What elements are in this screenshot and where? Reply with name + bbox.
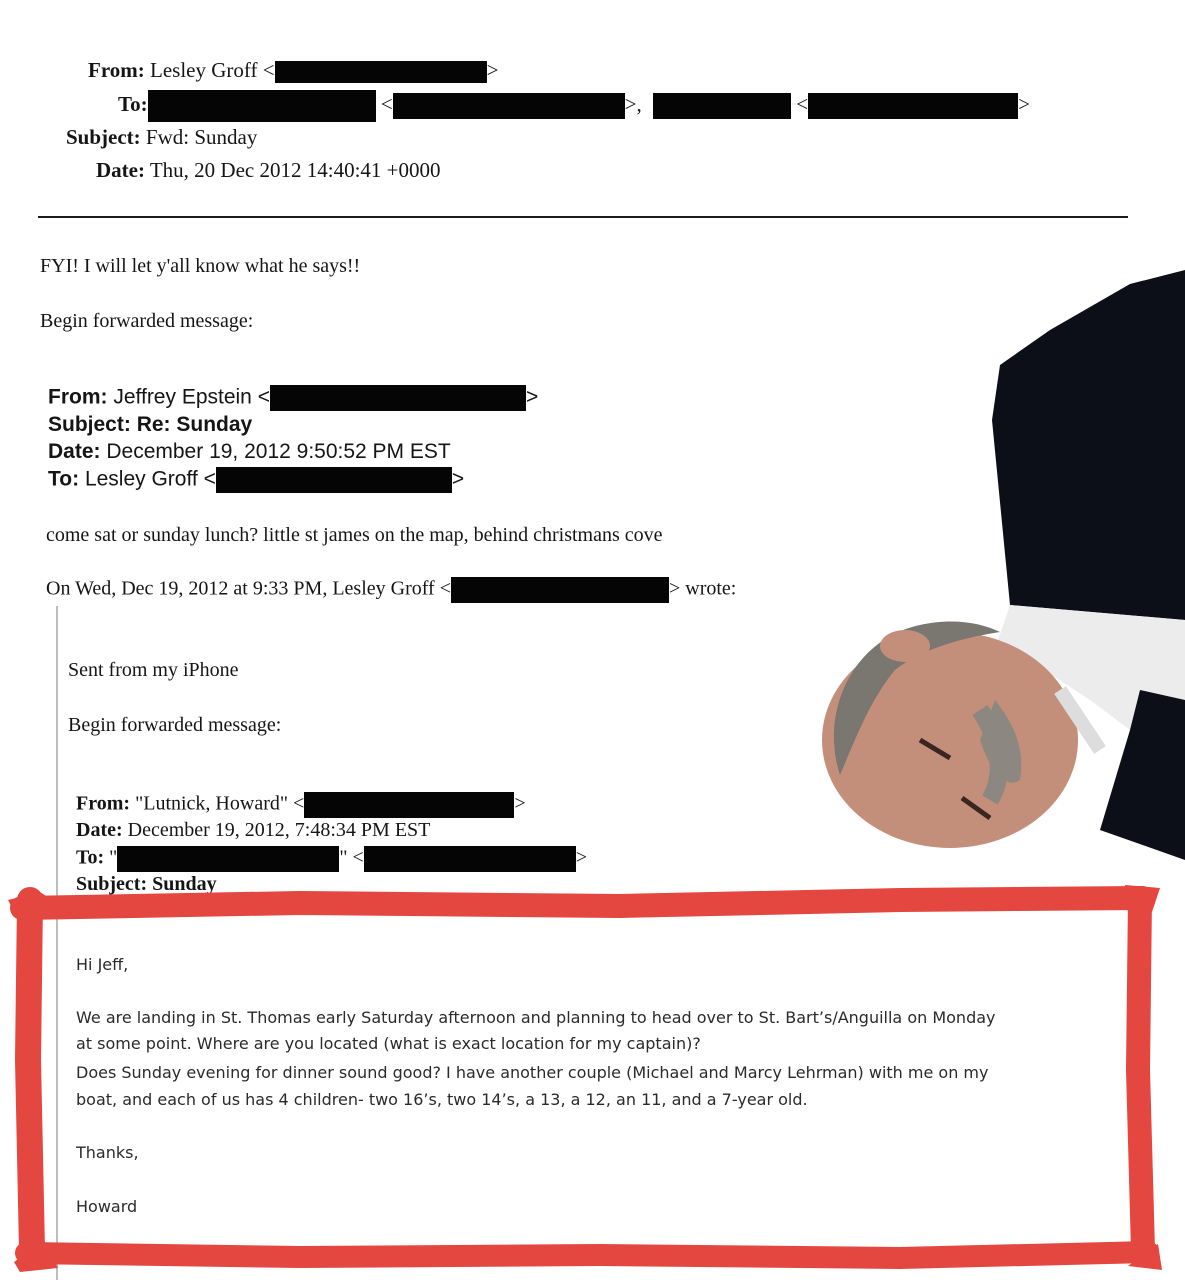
- to-end: >: [1018, 91, 1030, 116]
- redaction-bar: [393, 93, 625, 119]
- outer-body-line2: Begin forwarded message:: [40, 310, 254, 332]
- epstein-body: come sat or sunday lunch? little st james on the map, behind christmans cove: [46, 524, 663, 546]
- outer-to-line: [118, 90, 1030, 122]
- date-value: December 19, 2012, 7:48:34 PM EST: [127, 819, 431, 841]
- outer-body-line1: FYI! I will let y'all know what he says!!: [40, 255, 361, 277]
- redaction-bar: [364, 846, 576, 872]
- quote-prefix: On Wed, Dec 19, 2012 at 9:33 PM, Lesley Groff <: [46, 577, 451, 600]
- portrait-photo: [800, 270, 1185, 860]
- outer-date-line: [96, 158, 441, 183]
- epstein-subject-line: [48, 413, 252, 437]
- message-thanks: Thanks,: [76, 1143, 139, 1162]
- redaction-bar: [275, 61, 487, 83]
- to-open: ": [109, 846, 118, 869]
- subject-value: Sunday: [152, 873, 217, 895]
- redaction-bar: [808, 93, 1018, 119]
- date-value: December 19, 2012 9:50:52 PM EST: [106, 440, 451, 463]
- quote-suffix: > wrote:: [668, 577, 737, 600]
- redaction-bar: [117, 846, 339, 872]
- groff-line2: Begin forwarded message:: [68, 714, 282, 736]
- lutnick-date-line: [76, 819, 430, 842]
- header-divider: [38, 216, 1128, 218]
- to-end: >: [575, 846, 588, 869]
- message-line: at some point. Where are you located (what is exact location for my captain)?: [76, 1034, 701, 1053]
- subject-value: Fwd: Sunday: [145, 125, 258, 149]
- from-end: >: [486, 58, 499, 82]
- quote-attribution: [46, 577, 736, 603]
- message-signature: Howard: [76, 1197, 138, 1216]
- redaction-bar: [451, 577, 669, 603]
- from-end: >: [514, 792, 526, 815]
- epstein-to-line: [48, 467, 464, 493]
- from-end: >: [525, 385, 539, 409]
- date-value: Thu, 20 Dec 2012 14:40:41 +0000: [149, 158, 441, 182]
- to-label: To:: [118, 91, 148, 116]
- from-value: "Lutnick, Howard" <: [135, 792, 305, 815]
- groff-line1: Sent from my iPhone: [68, 659, 239, 681]
- epstein-date-line: [48, 440, 451, 464]
- to-end: >: [451, 467, 465, 491]
- subject-label: Subject:: [66, 125, 141, 149]
- redaction-bar: [270, 385, 526, 411]
- outer-from-line: [88, 58, 498, 83]
- outer-subject-line: [66, 125, 257, 150]
- subject-label: Subject:: [48, 413, 131, 436]
- from-value: Lesley Groff <: [150, 58, 275, 82]
- lutnick-from-line: [76, 792, 526, 818]
- date-label: Date:: [48, 440, 101, 463]
- lutnick-to-line: [76, 846, 587, 872]
- redaction-bar: [148, 90, 376, 122]
- message-line: boat, and each of us has 4 children- two 16’s, two 14’s, a 13, a 12, an 11, and a 7-year old.: [76, 1090, 808, 1109]
- message-greeting: Hi Jeff,: [76, 955, 129, 974]
- to-label: To:: [48, 467, 80, 491]
- to-mid: " <: [339, 846, 364, 869]
- to-label: To:: [76, 846, 105, 869]
- date-label: Date:: [96, 158, 145, 182]
- to-value: Lesley Groff <: [84, 467, 216, 491]
- subject-value: Re: Sunday: [136, 413, 253, 436]
- lutnick-subject-line: [76, 873, 217, 896]
- subject-label: Subject:: [76, 873, 148, 895]
- to-sep: >,: [624, 91, 642, 116]
- redaction-bar: [304, 792, 514, 818]
- epstein-from-line: [48, 385, 538, 411]
- redaction-bar: [653, 93, 791, 119]
- from-label: From:: [88, 58, 145, 82]
- from-label: From:: [48, 385, 108, 409]
- to-sep: <: [380, 91, 393, 116]
- from-label: From:: [76, 792, 131, 815]
- message-line: We are landing in St. Thomas early Saturday afternoon and planning to head over to St. Bart’s/Anguilla on Monday: [76, 1008, 996, 1027]
- date-label: Date:: [76, 819, 123, 841]
- message-line: Does Sunday evening for dinner sound good? I have another couple (Michael and Marcy Lehrman) with me on my: [76, 1063, 989, 1082]
- redaction-bar: [216, 467, 452, 493]
- to-sep: <: [796, 91, 809, 116]
- from-value: Jeffrey Epstein <: [113, 385, 270, 409]
- quote-bar: [56, 606, 58, 1280]
